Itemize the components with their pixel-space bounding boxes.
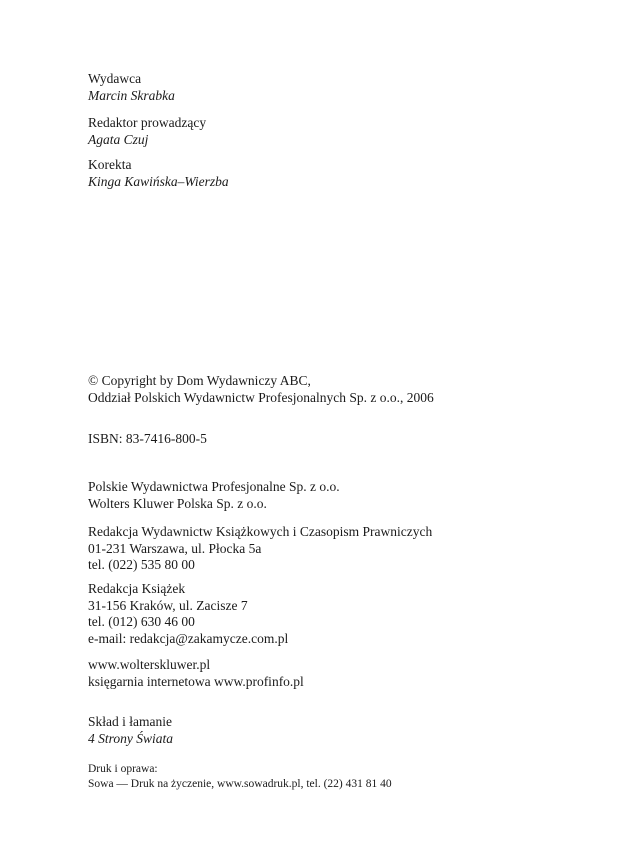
- editor-name: Agata Czuj: [88, 131, 149, 147]
- proof-name: Kinga Kawińska–Wierzba: [88, 173, 229, 189]
- books-office: [88, 581, 288, 647]
- company-names: [88, 479, 340, 512]
- company-line-2: Wolters Kluwer Polska Sp. z o.o.: [88, 495, 267, 511]
- isbn-number: ISBN: 83-7416-800-5: [88, 431, 207, 446]
- proof-label: Korekta: [88, 157, 132, 172]
- books-office-name: Redakcja Książek: [88, 581, 186, 596]
- books-office-email: e-mail: redakcja@zakamycze.com.pl: [88, 630, 289, 646]
- copyright-line-1: © Copyright by Dom Wydawniczy ABC,: [88, 373, 311, 388]
- printing-credit: [88, 762, 392, 792]
- copyright-line-2: Oddział Polskich Wydawnictw Profesjonalnych Sp. z o.o., 2006: [88, 389, 434, 405]
- website: www.wolterskluwer.pl: [88, 657, 211, 672]
- company-line-1: Polskie Wydawnictwa Profesjonalne Sp. z o.o.: [88, 479, 340, 494]
- editorial-office-address: 01-231 Warszawa, ul. Płocka 5a: [88, 540, 262, 556]
- editorial-office-name: Redakcja Wydawnictw Książkowych i Czasopism Prawniczych: [88, 524, 433, 539]
- typesetting-label: Skład i łamanie: [88, 714, 172, 729]
- publisher-credit: [88, 71, 175, 104]
- online-bookstore: księgarnia internetowa www.profinfo.pl: [88, 673, 304, 689]
- typesetting-name: 4 Strony Świata: [88, 730, 174, 746]
- copyright-notice: [88, 373, 434, 406]
- books-office-phone: tel. (012) 630 46 00: [88, 614, 195, 629]
- books-office-address: 31-156 Kraków, ul. Zacisze 7: [88, 597, 248, 613]
- publisher-name: Marcin Skrabka: [88, 87, 175, 103]
- isbn: [88, 431, 207, 448]
- web-links: [88, 657, 304, 690]
- printing-label: Druk i oprawa:: [88, 763, 158, 775]
- proof-credit: [88, 157, 229, 190]
- printing-details: Sowa — Druk na życzenie, www.sowadruk.pl, tel. (22) 431 81 40: [88, 778, 392, 790]
- publisher-label: Wydawca: [88, 71, 142, 86]
- editor-label: Redaktor prowadzący: [88, 115, 207, 130]
- editor-credit: [88, 115, 206, 148]
- editorial-office: [88, 524, 432, 574]
- typesetting-credit: [88, 714, 173, 747]
- editorial-office-phone: tel. (022) 535 80 00: [88, 557, 195, 572]
